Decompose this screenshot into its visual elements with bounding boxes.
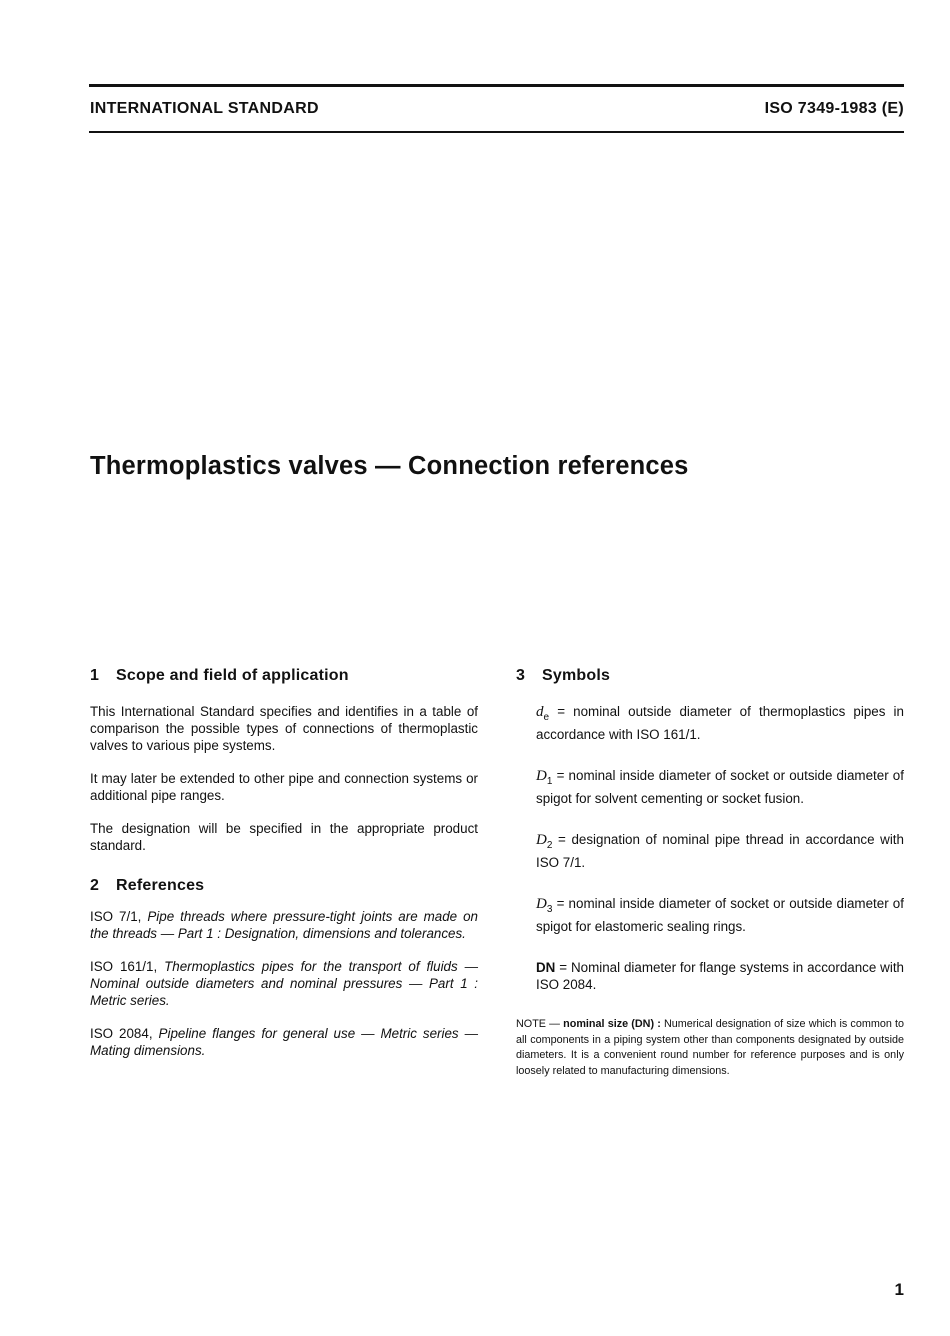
symbol-description: designation of nominal pipe thread in accordance with ISO 7/1. (536, 832, 904, 870)
note-prefix: NOTE — (516, 1018, 560, 1030)
page-number: 1 (894, 1280, 904, 1299)
reference-title: Pipeline flanges for general use — Metric series — Mating dimensions. (90, 1026, 478, 1058)
symbol-description: nominal inside diameter of socket or outside diameter of spigot for solvent cementing or socket fusion. (536, 768, 904, 806)
section-1-number: 1 (90, 667, 100, 684)
section-1-heading (90, 666, 478, 686)
symbol-variable: $D_3$ (536, 896, 553, 915)
symbol-definition (536, 703, 904, 743)
section-3-title: Symbols (542, 667, 611, 684)
section-3-number: 3 (516, 667, 526, 684)
equals-sign: = (556, 768, 565, 783)
reference-code: ISO 7/1, (90, 909, 142, 924)
reference-code: ISO 2084, (90, 1026, 153, 1041)
header-rule-bottom (89, 131, 904, 133)
equals-sign: = (557, 704, 566, 719)
right-column (516, 666, 904, 1079)
note-text: Numerical designation of size which is common to all components in a piping system other than components designated by outside diameters. It is a convenient round number for reference purposes and is only loosely related to manufacturing dimensions. (516, 1018, 905, 1077)
document-title: Thermoplastics valves — Connection references (90, 452, 689, 480)
symbol-variable: $D_2$ (536, 832, 553, 851)
reference-title: Thermoplastics pipes for the transport of fluids — Nominal outside diameters and nominal pressures — Part 1 : Metric series. (90, 959, 478, 1008)
reference-item (90, 958, 478, 1009)
symbol-description: nominal inside diameter of socket or outside diameter of spigot for elastomeric sealing rings. (536, 896, 904, 934)
scope-paragraph: The designation will be specified in the appropriate product standard. (90, 821, 478, 853)
header-standard-number: ISO 7349-1983 (E) (764, 100, 904, 117)
section-2-title: References (116, 877, 205, 894)
header-rule-top (89, 84, 904, 87)
reference-code: ISO 161/1, (90, 959, 158, 974)
symbol-variable: $D_1$ (536, 768, 553, 787)
scope-paragraph: It may later be extended to other pipe and connection systems or additional pipe ranges. (90, 771, 478, 803)
symbol-description: nominal outside diameter of thermoplastics pipes in accordance with ISO 161/1. (536, 704, 904, 742)
header-left-label: INTERNATIONAL STANDARD (90, 100, 319, 117)
symbol-definition (536, 895, 904, 935)
equals-sign: = (559, 960, 568, 975)
symbol-variable: $d_e$ (536, 704, 550, 723)
section-2-heading (90, 876, 478, 896)
section-1-title: Scope and field of application (116, 667, 349, 684)
symbol-definition (536, 831, 904, 871)
left-column (90, 666, 478, 1075)
section-3-heading (516, 666, 904, 686)
symbol-variable: DN (536, 960, 556, 975)
nominal-size-note (516, 1017, 904, 1079)
equals-sign: = (556, 896, 565, 911)
reference-item (90, 1025, 478, 1059)
symbol-definition (536, 959, 904, 993)
equals-sign: = (558, 832, 566, 847)
reference-title: Pipe threads where pressure-tight joints are made on the threads — Part 1 : Designation, dimensions and tolerances. (90, 909, 478, 941)
symbol-definition (536, 767, 904, 807)
section-2-number: 2 (90, 877, 100, 894)
symbol-description: Nominal diameter for flange systems in accordance with ISO 2084. (536, 960, 904, 992)
note-term: nominal size (DN) : (563, 1018, 661, 1030)
scope-paragraph: This International Standard specifies and identifies in a table of comparison the possible types of connections of thermoplastic valves to various pipe systems. (90, 704, 478, 753)
reference-item (90, 908, 478, 942)
